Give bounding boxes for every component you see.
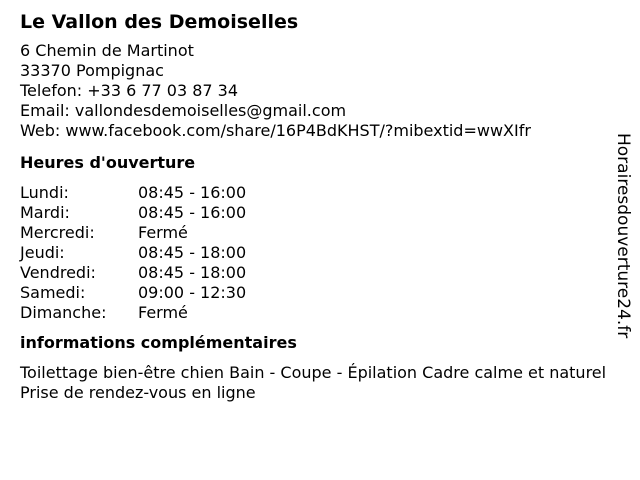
day-label: Jeudi: xyxy=(20,243,65,262)
day-label: Lundi: xyxy=(20,183,69,202)
hours-heading: Heures d'ouverture xyxy=(20,153,196,172)
time-value: 08:45 - 18:00 xyxy=(138,243,247,262)
hours-row-friday xyxy=(20,263,246,283)
hours-table xyxy=(20,183,246,323)
day-label: Mardi: xyxy=(20,203,70,222)
hours-row-tuesday xyxy=(20,203,246,223)
brand-watermark[interactable] xyxy=(613,133,633,373)
hours-row-saturday xyxy=(20,283,246,303)
address-street: 6 Chemin de Martinot xyxy=(20,41,194,60)
hours-row-wednesday xyxy=(20,223,246,243)
address-city: 33370 Pompignac xyxy=(20,61,164,80)
phone-number[interactable]: Telefon: +33 6 77 03 87 34 xyxy=(20,81,239,100)
business-card xyxy=(20,10,605,403)
time-value: 08:45 - 16:00 xyxy=(138,183,247,202)
business-name: Le Vallon des Demoiselles xyxy=(20,11,299,33)
hours-row-thursday xyxy=(20,243,246,263)
time-value: 08:45 - 18:00 xyxy=(138,263,247,282)
time-value: 09:00 - 12:30 xyxy=(138,283,247,302)
info-heading: informations complémentaires xyxy=(20,333,297,352)
day-label: Mercredi: xyxy=(20,223,95,242)
time-value: Fermé xyxy=(138,223,188,242)
day-label: Dimanche: xyxy=(20,303,107,322)
time-value: Fermé xyxy=(138,303,188,322)
info-description: Toilettage bien-être chien Bain - Coupe - Épilation Cadre calme et naturel Prise de rendez-vous en ligne xyxy=(20,363,607,402)
email-address[interactable]: Email: vallondesdemoiselles@gmail.com xyxy=(20,101,347,120)
hours-row-monday xyxy=(20,183,246,203)
hours-row-sunday xyxy=(20,303,246,323)
time-value: 08:45 - 16:00 xyxy=(138,203,247,222)
website-link[interactable]: Web: www.facebook.com/share/16P4BdKHST/?mibextid=wwXIfr xyxy=(20,121,531,140)
day-label: Vendredi: xyxy=(20,263,96,282)
brand-text[interactable]: Horairesdouverture24.fr xyxy=(613,133,633,339)
day-label: Samedi: xyxy=(20,283,86,302)
